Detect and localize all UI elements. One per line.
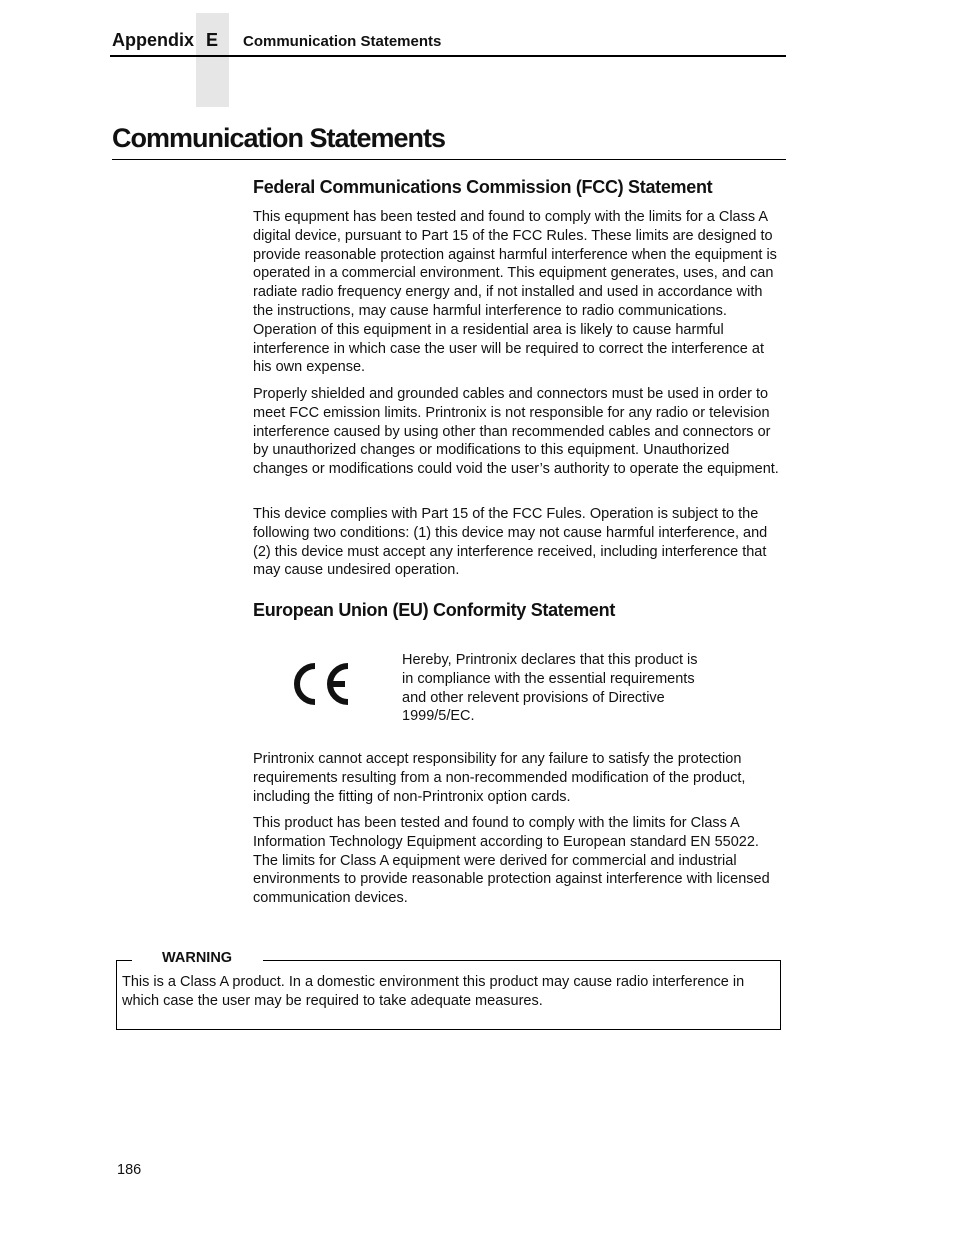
page-number: 186 — [117, 1162, 142, 1178]
ce-declaration: Hereby, Printronix declares that this product is in compliance with the essential requirements and other relevent provisions of Directive 1999/5/EC. — [402, 652, 698, 725]
warning-box-top-rule-left — [116, 960, 132, 961]
fcc-paragraph-1: This equpment has been tested and found to comply with the limits for a Class A digital device, pursuant to Part 15 of the FCC Rules. These limits are designed to provide reasonable protection against harmful interference when the equipment is operated in a commercial environment. This equipment generates, uses, and can radiate radio frequency energy and, if not installed and used in accordance with the instructions, may cause harmful interference to radio communications. Operation of this equipment in a residential area is likely to cause harmful interference in which case the user will be required to correct the interference at his own expense. — [253, 209, 777, 376]
warning-label: WARNING — [162, 950, 233, 966]
eu-paragraph-2: This product has been tested and found to comply with the limits for Class A Information Technology Equipment according to European standard EN 55022. The limits for Class A equipment were derived for commercial and industrial environments to provide reasonable protection against interference with licensed communication devices. — [253, 815, 770, 907]
fcc-paragraph-3: This device complies with Part 15 of the FCC Fules. Operation is subject to the following two conditions: (1) this device may not cause harmful interference, and (2) this device must accept any interference received, including interference that may cause undesired operation. — [253, 506, 768, 579]
ce-mark-icon — [290, 657, 354, 711]
eu-heading: European Union (EU) Conformity Statement — [253, 600, 616, 620]
header-running-title: Communication Statements — [243, 33, 442, 50]
page-title: Communication Statements — [112, 123, 446, 153]
fcc-paragraph-2: Properly shielded and grounded cables and connectors must be used in order to meet FCC emission limits. Printronix is not responsible for any radio or television interference caused by using other than recommended cables and connectors or by unauthorized changes or modifications to this equipment. Unauthorized changes or modifications could void the user’s authority to operate the equipment. — [253, 386, 779, 478]
header-appendix-letter: E — [206, 30, 219, 50]
title-rule — [112, 159, 786, 160]
warning-box-top-rule-right — [263, 960, 781, 961]
eu-paragraph-1: Printronix cannot accept responsibility for any failure to satisfy the protection requirements resulting from a non-recommended modification of the product, including the fitting of non-Printronix option cards. — [253, 751, 746, 805]
fcc-heading: Federal Communications Commission (FCC) Statement — [253, 177, 713, 197]
header-rule — [110, 55, 786, 57]
warning-text: This is a Class A product. In a domestic environment this product may cause radio interference in which case the user may be required to take adequate measures. — [122, 974, 745, 1009]
header-appendix-label: Appendix — [112, 30, 195, 50]
header-tab — [196, 13, 229, 107]
